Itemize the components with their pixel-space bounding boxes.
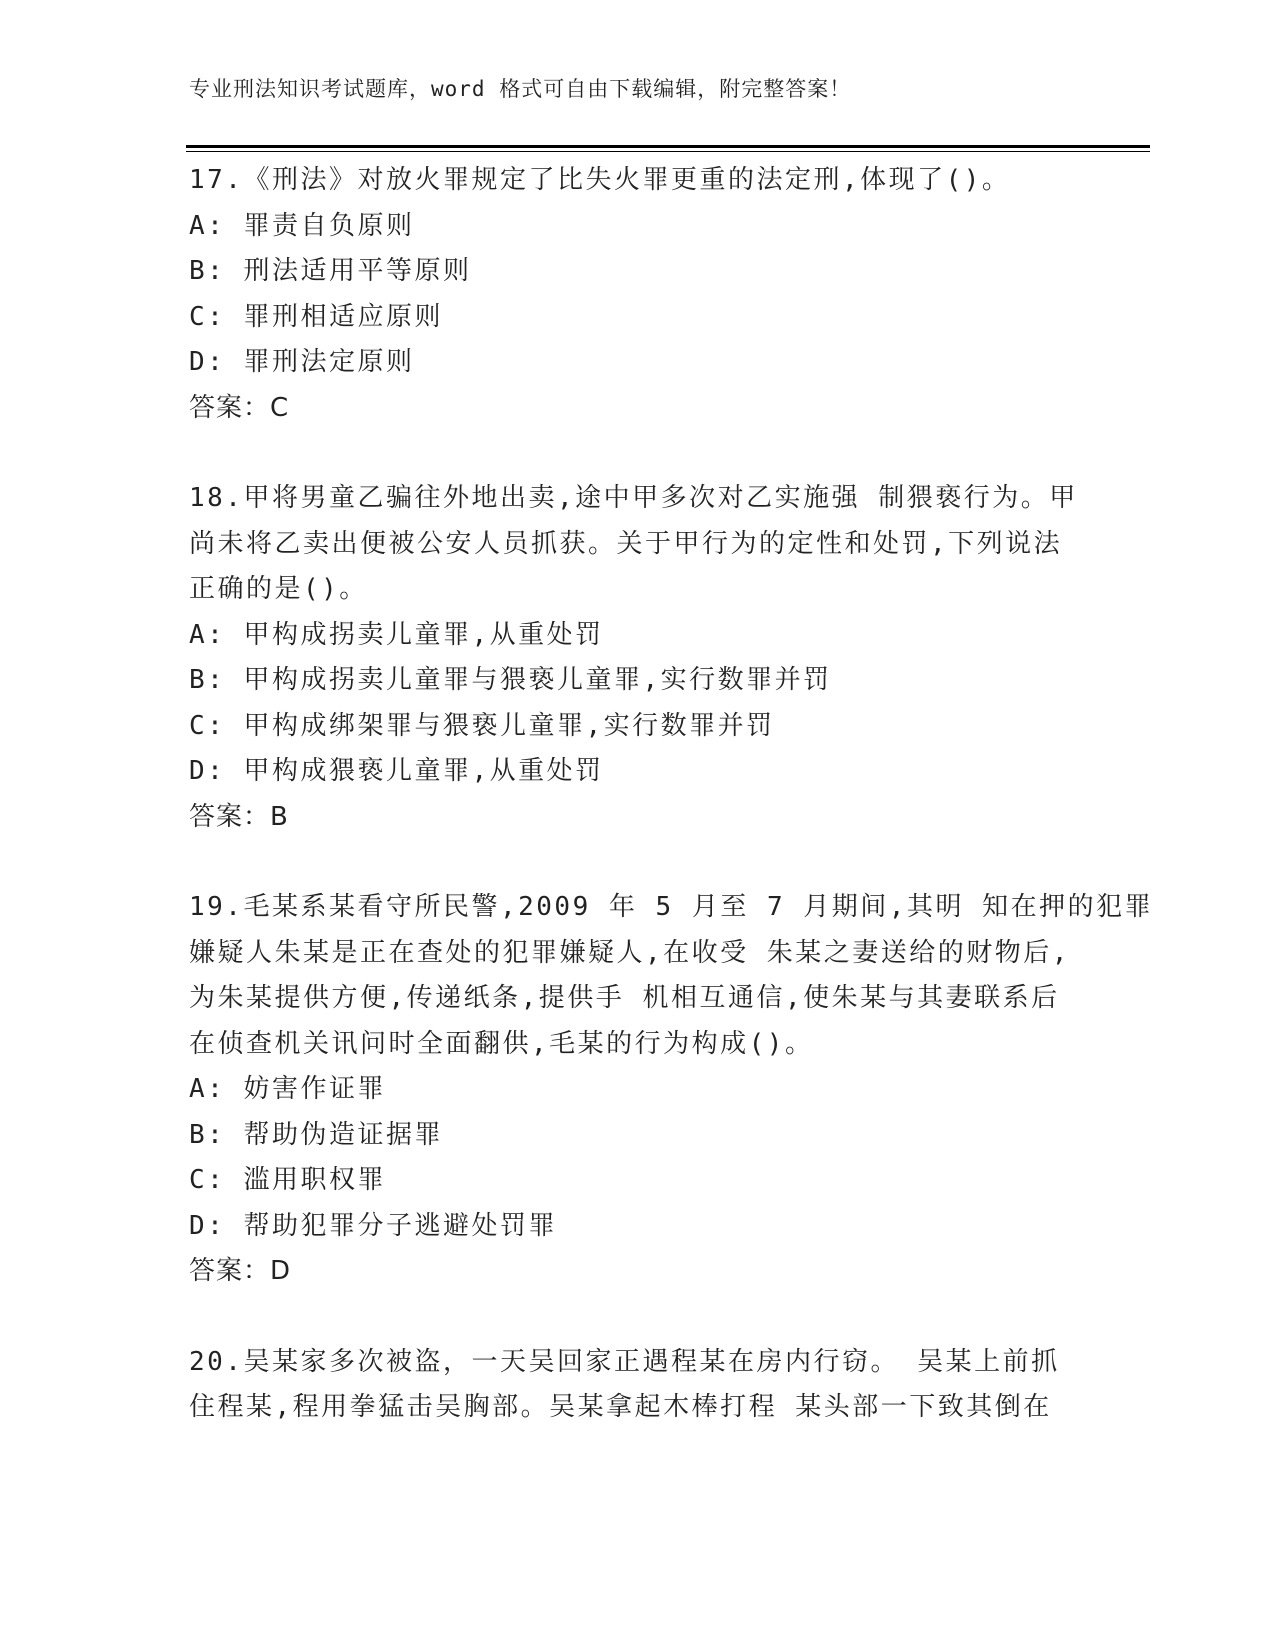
option-b: B: 甲构成拐卖儿童罪与猥亵儿童罪,实行数罪并罚 — [189, 665, 832, 695]
question-stem: 20.吴某家多次被盗，一天吴回家正遇程某在房内行窃。 吴某上前抓 — [189, 1346, 1060, 1377]
option-d: D: 甲构成猥亵儿童罪,从重处罚 — [189, 756, 604, 786]
option-c: C: 滥用职权罪 — [189, 1165, 386, 1195]
answer-label: 答案：B — [189, 801, 289, 832]
question-stem: 18.甲将男童乙骗往外地出卖,途中甲多次对乙实施强 制猥亵行为。甲 — [189, 483, 1078, 513]
option-b: B: 帮助伪造证据罪 — [189, 1119, 443, 1150]
answer-label: 答案：D — [189, 1256, 292, 1286]
option-d: D: 罪刑法定原则 — [189, 347, 415, 377]
header-divider — [186, 145, 1150, 152]
question-stem: 尚未将乙卖出便被公安人员抓获。关于甲行为的定性和处罚,下列说法 — [189, 528, 1063, 559]
question-20 — [189, 1340, 1089, 1431]
answer-label: 答案：C — [189, 392, 290, 423]
question-stem: 嫌疑人朱某是正在查处的犯罪嫌疑人,在收受 朱某之妻送给的财物后, — [189, 937, 1070, 968]
question-stem: 为朱某提供方便,传递纸条,提供手 机相互通信,使朱某与其妻联系后 — [189, 983, 1060, 1013]
question-stem: 17.《刑法》对放火罪规定了比失火罪更重的法定刑,体现了()。 — [189, 165, 1011, 195]
question-17 — [189, 158, 1089, 431]
option-c: C: 罪刑相适应原则 — [189, 301, 443, 332]
question-list — [189, 158, 1154, 1476]
option-a: A: 甲构成拐卖儿童罪,从重处罚 — [189, 619, 604, 650]
question-stem: 住程某,程用拳猛击吴胸部。吴某拿起木棒打程 某头部一下致其倒在 — [189, 1392, 1052, 1422]
option-a: A: 妨害作证罪 — [189, 1074, 386, 1104]
option-a: A: 罪责自负原则 — [189, 210, 415, 241]
question-stem: 正确的是()。 — [189, 574, 368, 604]
header-note: 专业刑法知识考试题库，word 格式可自由下载编辑，附完整答案！ — [189, 77, 852, 101]
question-stem: 在侦查机关讯问时全面翻供,毛某的行为构成()。 — [189, 1028, 814, 1059]
option-b: B: 刑法适用平等原则 — [189, 256, 472, 286]
option-d: D: 帮助犯罪分子逃避处罚罪 — [189, 1210, 557, 1241]
question-19 — [189, 885, 1154, 1295]
question-18 — [189, 476, 1089, 840]
option-c: C: 甲构成绑架罪与猥亵儿童罪,实行数罪并罚 — [189, 710, 775, 741]
question-stem: 19.毛某系某看守所民警,2009 年 5 月至 7 月期间,其明 知在押的犯罪 — [189, 892, 1154, 922]
